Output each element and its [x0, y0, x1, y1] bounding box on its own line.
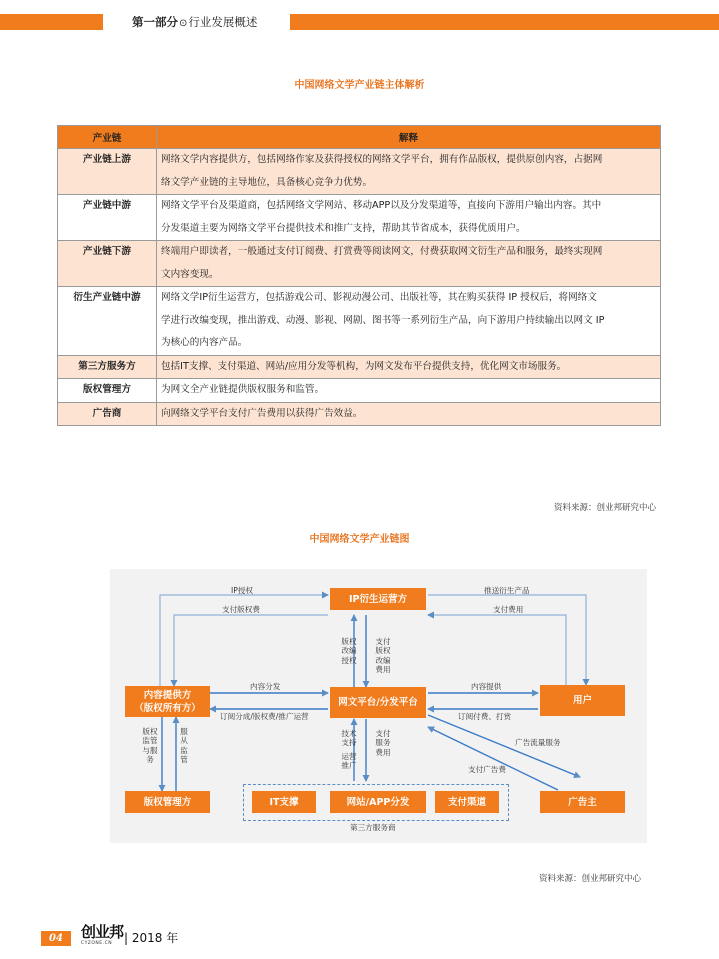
- node-it-support: IT支撑: [252, 791, 316, 813]
- node-platform: 网文平台/分发平台: [330, 687, 426, 718]
- label-subscription-share: 订阅分成/版权费/推广运营: [220, 712, 309, 721]
- label-pay-license-fee: 支付版权费: [222, 605, 260, 614]
- row-text: [157, 195, 661, 241]
- row-text-line: 文内容变现。: [161, 268, 219, 280]
- row-key: 衍生产业链中游: [58, 287, 157, 356]
- row-text-line: 网络文学IP衍生运营方，包括游戏公司、影视动漫公司、出版社等，其在购买获得 IP 授权后，将网络文: [161, 292, 597, 303]
- header-part: 第一部分: [132, 15, 178, 29]
- row-text-line: 分发渠道主要为网络文学平台提供技术和推广支持，帮助其节省成本，获得优质用户。: [161, 222, 526, 234]
- node-website-app: 网站/APP分发: [330, 791, 426, 813]
- row-text-line: 向网络文学平台支付广告费用以获得广告效益。: [161, 407, 363, 419]
- label-subscription-tip: 订阅付费、打赏: [458, 712, 512, 721]
- node-payment: 支付渠道: [435, 791, 499, 813]
- table-title: 中国网络文学产业链主体解析: [294, 80, 425, 91]
- header-accent-bar-right: [290, 14, 719, 30]
- row-key: 第三方服务方: [58, 355, 157, 379]
- industry-chain-table: [57, 125, 661, 426]
- label-ad-traffic-service: 广告流量服务: [515, 738, 561, 747]
- row-text: [157, 149, 661, 195]
- table-row: [58, 195, 661, 241]
- logo-text: 创业邦: [81, 923, 124, 941]
- node-advertiser: 广告主: [540, 791, 625, 813]
- node-content-provider-line2: （版权所有方）: [134, 702, 201, 714]
- node-user: 用户: [540, 685, 625, 716]
- label-content-distribution: 内容分发: [250, 682, 281, 691]
- row-text-line: 为网文全产业链提供版权服务和监管。: [161, 384, 325, 395]
- row-key: 产业链下游: [58, 241, 157, 287]
- node-copyright-manager: 版权管理方: [125, 791, 210, 813]
- label-pay-ad-fee: 支付广告费: [468, 765, 506, 774]
- footer-separator: |: [124, 931, 129, 945]
- row-key: 产业链中游: [58, 195, 157, 241]
- page-number: 04: [41, 931, 71, 946]
- table-row: [58, 379, 661, 403]
- footer-logo: [81, 923, 124, 950]
- arrow-pay-ad-fee: [428, 727, 558, 790]
- logo-subtext: CYZONE.CN: [81, 941, 113, 946]
- diagram-title: 中国网络文学产业链图: [309, 534, 410, 545]
- row-text: [157, 402, 661, 426]
- label-obey-supervision: 服从监管: [180, 727, 188, 765]
- industry-chain-diagram: [110, 569, 647, 843]
- label-third-party: 第三方服务商: [350, 823, 396, 832]
- table-row: [58, 241, 661, 287]
- label-pay-fee: 支付费用: [493, 605, 524, 614]
- table-row: [58, 287, 661, 356]
- label-content-supply: 内容提供: [471, 682, 502, 691]
- row-key: 版权管理方: [58, 379, 157, 403]
- row-text: [157, 287, 661, 356]
- row-text-line: 学进行改编变现，推出游戏、动漫、影视、网剧、图书等一系列衍生产品，向下游用户持续输出以网文 IP: [161, 314, 605, 326]
- header-section: 行业发展概述: [188, 15, 258, 29]
- arrow-pay-license-fee: [174, 615, 328, 686]
- row-text: [157, 379, 661, 403]
- table-header-cell: 产业链: [58, 126, 157, 149]
- table-row: [58, 355, 661, 379]
- label-push-derivatives: 推送衍生产品: [484, 586, 530, 595]
- row-text-line: 络文学产业链的主导地位，具备核心竞争力优势。: [161, 176, 373, 188]
- row-key: 广告商: [58, 402, 157, 426]
- table-header-row: [58, 126, 661, 149]
- table-header-cell: 解释: [157, 126, 661, 149]
- label-pay-service-fee: 支付服务费用: [375, 729, 391, 757]
- label-tech-support: 技术支持: [341, 729, 357, 748]
- table-source: 资料来源：创业邦研究中心: [553, 503, 656, 513]
- label-ip-license: IP授权: [231, 586, 254, 595]
- footer-year: [124, 930, 178, 946]
- row-text-line: 网络文学内容提供方，包括网络作家及获得授权的网络文学平台，拥有作品版权，提供原创内容，占据网: [161, 154, 603, 165]
- header-circle-icon: ⊙: [179, 18, 188, 29]
- node-content-provider: [125, 686, 210, 717]
- row-text-line: 包括IT支撑、支付渠道、网站/应用分发等机构，为网文发布平台提供支持，优化网文市场服务。: [161, 360, 567, 372]
- diagram-source: 资料来源：创业邦研究中心: [538, 874, 641, 884]
- header-accent-bar-left: [0, 14, 103, 30]
- node-ip-operator: IP衍生运营方: [330, 588, 426, 610]
- label-pay-adapt-fee: 支付版权改编费用: [375, 637, 391, 675]
- row-text: [157, 241, 661, 287]
- row-text-line: 为核心的内容产品。: [161, 337, 248, 348]
- label-ops-promo: 运营推广: [341, 752, 357, 771]
- label-copyright-supervision: 版权监管与服务: [142, 727, 158, 765]
- arrow-pay-fee: [428, 615, 566, 685]
- table-row: [58, 402, 661, 426]
- row-text-line: 终端用户即读者，一般通过支付订阅费、打赏费等阅读网文，付费获取网文衍生产品和服务，最终实现网: [161, 246, 603, 257]
- node-content-provider-line1: 内容提供方: [143, 689, 192, 701]
- footer-year-text: 2018 年: [131, 931, 179, 945]
- header-section-title: [132, 12, 257, 34]
- row-text: [157, 355, 661, 379]
- table-row: [58, 149, 661, 195]
- row-key: 产业链上游: [58, 149, 157, 195]
- label-copyright-adapt: 版权改编授权: [341, 637, 357, 665]
- row-text-line: 网络文学平台及渠道商，包括网络文学网站、移动APP以及分发渠道等，直接向下游用户输出内容。其中: [161, 200, 602, 211]
